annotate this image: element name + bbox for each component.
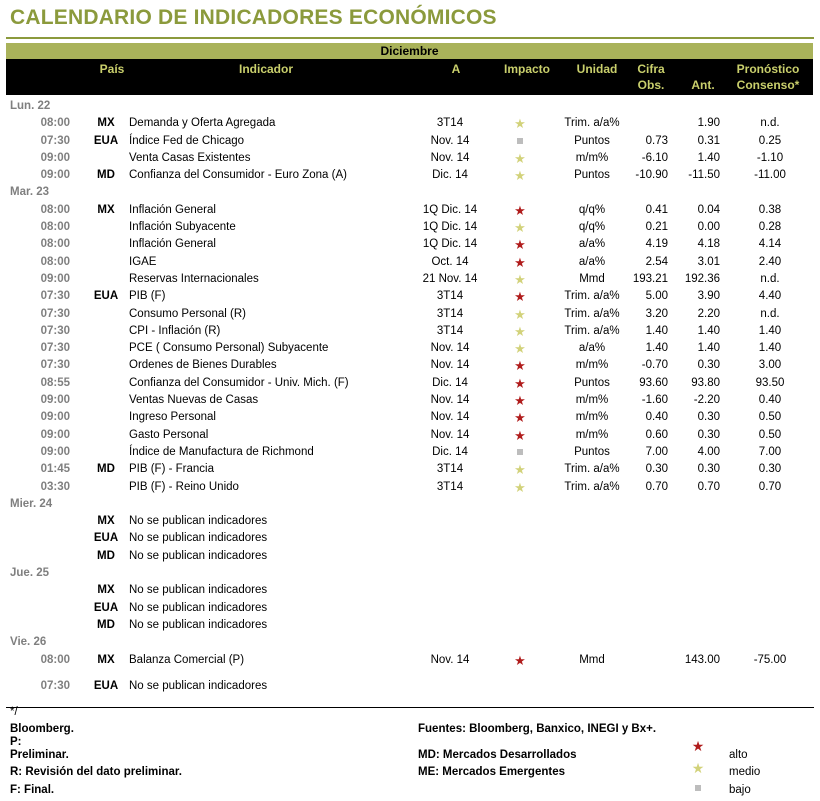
footnote-final: F: Final. <box>10 784 55 796</box>
unit-cell: m/m% <box>575 428 609 441</box>
period-cell: Nov. 14 <box>430 151 470 164</box>
consensus-cell: 7.00 <box>758 445 782 458</box>
time-cell: 09:00 <box>40 428 70 441</box>
consensus-cell: 3.00 <box>758 359 782 372</box>
previous-cell: -11.50 <box>688 169 720 182</box>
impact-medium-star-icon: ★ <box>514 341 526 357</box>
unit-cell: Trim. a/a% <box>564 290 620 303</box>
time-cell: 08:00 <box>40 117 70 130</box>
impact-medium-star-icon: ★ <box>514 323 526 339</box>
consensus-cell: -75.00 <box>753 653 787 666</box>
unit-cell: Trim. a/a% <box>564 117 620 130</box>
day-header-row <box>0 634 820 651</box>
period-cell: 1Q Dic. 14 <box>422 221 478 234</box>
indicator-cell: Confianza del Consumidor - Euro Zona (A) <box>129 169 347 182</box>
impact-high-star-icon: ★ <box>514 652 526 668</box>
header-ant: Ant. <box>691 78 715 92</box>
unit-cell: q/q% <box>578 203 606 216</box>
table-row <box>0 150 820 167</box>
header-impacto: Impacto <box>503 62 550 76</box>
observed-cell: 0.70 <box>645 480 668 493</box>
consensus-cell: 1.40 <box>758 324 782 337</box>
month-bar: Diciembre <box>6 43 813 59</box>
unit-cell: a/a% <box>578 238 606 251</box>
consensus-cell: 0.30 <box>758 463 782 476</box>
impact-medium-star-icon: ★ <box>514 168 526 184</box>
impact-medium-star-icon: ★ <box>514 150 526 166</box>
previous-cell: 1.40 <box>697 151 720 164</box>
table-row <box>0 392 820 409</box>
table-row <box>0 479 820 496</box>
period-cell: 1Q Dic. 14 <box>422 203 478 216</box>
consensus-cell: 1.40 <box>758 342 782 355</box>
period-cell: Nov. 14 <box>430 359 470 372</box>
indicator-cell: Ventas Nuevas de Casas <box>129 394 259 407</box>
observed-cell: 93.60 <box>639 376 668 389</box>
table-row <box>0 323 820 340</box>
country-cell: MX <box>97 515 115 528</box>
day-label: Lun. 22 <box>10 100 51 112</box>
time-cell: 09:00 <box>40 272 70 285</box>
unit-cell: Mmd <box>579 272 605 285</box>
time-cell: 03:30 <box>40 480 70 493</box>
indicator-cell: Reservas Internacionales <box>129 272 259 285</box>
indicator-cell: Ordenes de Bienes Durables <box>129 359 277 372</box>
time-cell: 09:00 <box>40 445 70 458</box>
consensus-cell: n.d. <box>760 307 780 320</box>
previous-cell: 4.18 <box>697 238 720 251</box>
period-cell: Nov. 14 <box>430 134 470 147</box>
previous-cell: 0.70 <box>697 480 720 493</box>
period-cell: Nov. 14 <box>430 653 470 666</box>
header-indicador: Indicador <box>238 62 293 76</box>
consensus-cell: 0.50 <box>758 411 782 424</box>
footnote-md: MD: Mercados Desarrollados <box>418 749 577 761</box>
observed-cell: 2.54 <box>645 255 668 268</box>
table-row <box>0 340 820 357</box>
header-cifra: Cifra <box>637 62 665 76</box>
table-row <box>0 409 820 426</box>
time-cell: 07:30 <box>40 134 70 147</box>
table-row <box>0 582 820 599</box>
table-row <box>0 167 820 184</box>
table-row <box>0 271 820 288</box>
table-row <box>0 600 820 617</box>
impact-medium-star-icon: ★ <box>514 116 526 132</box>
page-title: CALENDARIO DE INDICADORES ECONÓMICOS <box>10 6 497 29</box>
time-cell: 08:00 <box>40 255 70 268</box>
impact-high-star-icon: ★ <box>514 375 526 391</box>
unit-cell: q/q% <box>578 221 606 234</box>
time-cell: 07:30 <box>40 679 70 692</box>
unit-cell: Trim. a/a% <box>564 324 620 337</box>
previous-cell: 143.00 <box>684 653 720 666</box>
period-cell: 3T14 <box>436 117 464 130</box>
table-row <box>0 288 820 305</box>
observed-cell: 0.41 <box>645 203 668 216</box>
legend-alto-label: alto <box>729 749 748 761</box>
impact-high-star-icon: ★ <box>514 202 526 218</box>
observed-cell: 0.73 <box>645 134 668 147</box>
impact-low-square-icon <box>500 133 540 150</box>
previous-cell: 2.20 <box>697 307 720 320</box>
table-row <box>0 219 820 236</box>
table-row <box>0 530 820 547</box>
time-cell: 09:00 <box>40 411 70 424</box>
unit-cell: Trim. a/a% <box>564 307 620 320</box>
period-cell: Nov. 14 <box>430 394 470 407</box>
observed-cell: -1.60 <box>641 394 668 407</box>
table-row <box>0 202 820 219</box>
indicator-cell: No se publican indicadores <box>129 515 268 528</box>
previous-cell: 0.30 <box>697 359 720 372</box>
time-cell: 08:00 <box>40 238 70 251</box>
period-cell: Oct. 14 <box>431 255 469 268</box>
header-pronostico: Pronóstico <box>736 62 800 76</box>
period-cell: Dic. 14 <box>432 169 468 182</box>
indicator-cell: No se publican indicadores <box>129 584 268 597</box>
impact-medium-star-icon: ★ <box>514 306 526 322</box>
consensus-cell: 2.40 <box>758 255 782 268</box>
country-cell: MX <box>97 203 115 216</box>
impact-high-star-icon: ★ <box>514 358 526 374</box>
indicator-cell: Inflación General <box>129 238 216 251</box>
period-cell: 1Q Dic. 14 <box>422 238 478 251</box>
observed-cell: -0.70 <box>641 359 668 372</box>
table-row <box>0 357 820 374</box>
unit-cell: Puntos <box>574 445 610 458</box>
indicator-cell: No se publican indicadores <box>129 618 268 631</box>
indicator-cell: Índice Fed de Chicago <box>129 134 245 147</box>
consensus-cell: 0.70 <box>758 480 782 493</box>
indicator-cell: Confianza del Consumidor - Univ. Mich. (F) <box>129 376 349 389</box>
indicator-cell: Índice de Manufactura de Richmond <box>129 445 314 458</box>
table-row <box>0 617 820 634</box>
period-cell: 3T14 <box>436 290 464 303</box>
period-cell: 21 Nov. 14 <box>422 272 478 285</box>
observed-cell: 0.30 <box>645 463 668 476</box>
indicator-cell: PIB (F) <box>129 290 166 303</box>
country-cell: EUA <box>93 134 119 147</box>
time-cell: 09:00 <box>40 394 70 407</box>
time-cell: 08:00 <box>40 221 70 234</box>
previous-cell: 0.31 <box>697 134 720 147</box>
footnote-mark: */ <box>10 706 18 718</box>
consensus-cell: -1.10 <box>756 151 784 164</box>
indicator-cell: Ingreso Personal <box>129 411 216 424</box>
footnote-revision: R: Revisión del dato preliminar. <box>10 766 182 778</box>
indicator-cell: Balanza Comercial (P) <box>129 653 245 666</box>
country-cell: MX <box>97 653 115 666</box>
table-row <box>0 306 820 323</box>
country-cell: MD <box>97 618 115 631</box>
day-label: Vie. 26 <box>10 636 47 649</box>
country-cell: MX <box>97 584 115 597</box>
unit-cell: Puntos <box>574 134 610 147</box>
table-row <box>0 461 820 478</box>
period-cell: Dic. 14 <box>432 376 468 389</box>
observed-cell: 4.19 <box>645 238 668 251</box>
consensus-cell: 4.40 <box>758 290 782 303</box>
footnote-me: ME: Mercados Emergentes <box>418 766 565 778</box>
impact-medium-star-icon: ★ <box>514 220 526 236</box>
footnote-preliminar: Preliminar. <box>10 749 69 761</box>
country-cell: EUA <box>93 290 119 303</box>
previous-cell: 0.30 <box>697 411 720 424</box>
country-cell: MX <box>97 117 115 130</box>
observed-cell: 5.00 <box>645 290 668 303</box>
header-pais: País <box>99 62 125 76</box>
table-row <box>0 254 820 271</box>
observed-cell: 3.20 <box>645 307 668 320</box>
row-spacer <box>0 669 820 678</box>
unit-cell: Trim. a/a% <box>564 480 620 493</box>
indicator-cell: PCE ( Consumo Personal) Subyacente <box>129 342 329 355</box>
previous-cell: 1.40 <box>697 342 720 355</box>
previous-cell: 4.00 <box>697 445 720 458</box>
time-cell: 07:30 <box>40 307 70 320</box>
table-row <box>0 652 820 669</box>
consensus-cell: 0.28 <box>758 221 782 234</box>
day-header-row <box>0 184 820 201</box>
observed-cell: -6.10 <box>641 151 668 164</box>
header-a: A <box>451 62 461 76</box>
observed-cell: 1.40 <box>645 342 668 355</box>
indicator-cell: PIB (F) - Francia <box>129 463 214 476</box>
unit-cell: Trim. a/a% <box>564 463 620 476</box>
table-row <box>0 513 820 530</box>
indicator-cell: IGAE <box>129 255 157 268</box>
indicator-cell: Venta Casas Existentes <box>129 151 251 164</box>
period-cell: Nov. 14 <box>430 342 470 355</box>
day-header-row <box>0 98 820 115</box>
indicator-cell: No se publican indicadores <box>129 549 268 562</box>
observed-cell: 0.40 <box>645 411 668 424</box>
unit-cell: Puntos <box>574 169 610 182</box>
consensus-cell: 0.40 <box>758 394 782 407</box>
indicator-cell: PIB (F) - Reino Unido <box>129 480 239 493</box>
legend-medium-star-icon: ★ <box>691 760 705 776</box>
footnote-fuentes: Fuentes: Bloomberg, Banxico, INEGI y Bx+. <box>418 723 657 735</box>
calendar-table-body <box>0 98 820 695</box>
unit-cell: m/m% <box>575 394 609 407</box>
period-cell: 3T14 <box>436 307 464 320</box>
impact-medium-star-icon: ★ <box>514 479 526 495</box>
consensus-cell: 4.14 <box>758 238 782 251</box>
day-header-row <box>0 496 820 513</box>
legend-medio-label: medio <box>729 766 761 778</box>
previous-cell: 1.40 <box>697 324 720 337</box>
observed-cell: 0.21 <box>645 221 668 234</box>
consensus-cell: -11.00 <box>754 169 786 182</box>
previous-cell: 0.30 <box>697 463 720 476</box>
time-cell: 07:30 <box>40 324 70 337</box>
period-cell: Nov. 14 <box>430 428 470 441</box>
previous-cell: 0.00 <box>697 221 720 234</box>
unit-cell: m/m% <box>575 411 609 424</box>
impact-high-star-icon: ★ <box>514 427 526 443</box>
consensus-cell: 0.38 <box>758 203 782 216</box>
indicator-cell: No se publican indicadores <box>129 532 268 545</box>
impact-high-star-icon: ★ <box>514 393 526 409</box>
period-cell: 3T14 <box>436 463 464 476</box>
indicator-cell: Gasto Personal <box>129 428 209 441</box>
table-row <box>0 548 820 565</box>
previous-cell: 93.80 <box>691 376 720 389</box>
footnote-p-label: P: <box>10 736 22 748</box>
period-cell: Dic. 14 <box>432 445 468 458</box>
unit-cell: m/m% <box>575 359 609 372</box>
indicator-cell: No se publican indicadores <box>129 601 268 614</box>
time-cell: 09:00 <box>40 169 70 182</box>
day-label: Mar. 23 <box>10 186 49 199</box>
impact-high-star-icon: ★ <box>514 254 526 270</box>
previous-cell: 0.30 <box>697 428 720 441</box>
day-label: Jue. 25 <box>10 567 49 580</box>
consensus-cell: n.d. <box>760 117 780 130</box>
table-row <box>0 133 820 150</box>
time-cell: 08:55 <box>40 376 70 389</box>
country-cell: EUA <box>93 601 119 614</box>
consensus-cell: 0.50 <box>758 428 782 441</box>
time-cell: 01:45 <box>40 463 70 476</box>
day-label: Mier. 24 <box>10 497 53 510</box>
consensus-cell: 93.50 <box>755 376 785 389</box>
observed-cell: 7.00 <box>645 445 668 458</box>
previous-cell: 3.90 <box>697 290 720 303</box>
indicator-cell: Inflación Subyacente <box>129 221 236 234</box>
day-header-row <box>0 565 820 582</box>
time-cell: 08:00 <box>40 203 70 216</box>
previous-cell: 3.01 <box>697 255 720 268</box>
table-row <box>0 236 820 253</box>
table-row <box>0 444 820 461</box>
observed-cell: -10.90 <box>635 169 668 182</box>
legend-low-square-icon <box>691 779 705 797</box>
impact-high-star-icon: ★ <box>514 237 526 253</box>
country-cell: MD <box>97 169 115 182</box>
table-header <box>6 59 813 95</box>
country-cell: MD <box>97 463 115 476</box>
impact-high-star-icon: ★ <box>514 410 526 426</box>
time-cell: 09:00 <box>40 151 70 164</box>
header-obs: Obs. <box>637 78 665 92</box>
legend-high-star-icon: ★ <box>691 738 705 754</box>
time-cell: 07:30 <box>40 359 70 372</box>
time-cell: 07:30 <box>40 290 70 303</box>
consensus-cell: 0.25 <box>758 134 782 147</box>
unit-cell: Mmd <box>579 653 605 666</box>
country-cell: MD <box>97 549 115 562</box>
footnote-bloomberg: Bloomberg. <box>10 723 74 735</box>
indicator-cell: Demanda y Oferta Agregada <box>129 117 276 130</box>
previous-cell: -2.20 <box>693 394 720 407</box>
time-cell: 08:00 <box>40 653 70 666</box>
observed-cell: 0.60 <box>645 428 668 441</box>
footer-divider <box>6 707 814 708</box>
country-cell: EUA <box>93 532 119 545</box>
indicator-cell: CPI - Inflación (R) <box>129 324 221 337</box>
table-row <box>0 115 820 132</box>
table-row <box>0 678 820 695</box>
unit-cell: a/a% <box>578 342 606 355</box>
unit-cell: m/m% <box>575 151 609 164</box>
header-consenso: Consenso* <box>736 78 800 92</box>
table-row <box>0 427 820 444</box>
previous-cell: 192.36 <box>684 272 720 285</box>
legend-bajo-label: bajo <box>729 784 751 796</box>
consensus-cell: n.d. <box>760 272 780 285</box>
period-cell: Nov. 14 <box>430 411 470 424</box>
time-cell: 07:30 <box>40 342 70 355</box>
indicator-cell: No se publican indicadores <box>129 679 268 692</box>
unit-cell: a/a% <box>578 255 606 268</box>
title-divider <box>6 37 814 39</box>
impact-medium-star-icon: ★ <box>514 462 526 478</box>
country-cell: EUA <box>93 679 119 692</box>
table-row <box>0 375 820 392</box>
period-cell: 3T14 <box>436 480 464 493</box>
observed-cell: 193.21 <box>632 272 668 285</box>
indicator-cell: Consumo Personal (R) <box>129 307 246 320</box>
impact-medium-star-icon: ★ <box>514 271 526 287</box>
impact-high-star-icon: ★ <box>514 289 526 305</box>
previous-cell: 1.90 <box>697 117 720 130</box>
header-unidad: Unidad <box>576 62 618 76</box>
indicator-cell: Inflación General <box>129 203 216 216</box>
impact-low-square-icon <box>500 444 540 461</box>
previous-cell: 0.04 <box>697 203 720 216</box>
period-cell: 3T14 <box>436 324 464 337</box>
unit-cell: Puntos <box>574 376 610 389</box>
observed-cell: 1.40 <box>645 324 668 337</box>
